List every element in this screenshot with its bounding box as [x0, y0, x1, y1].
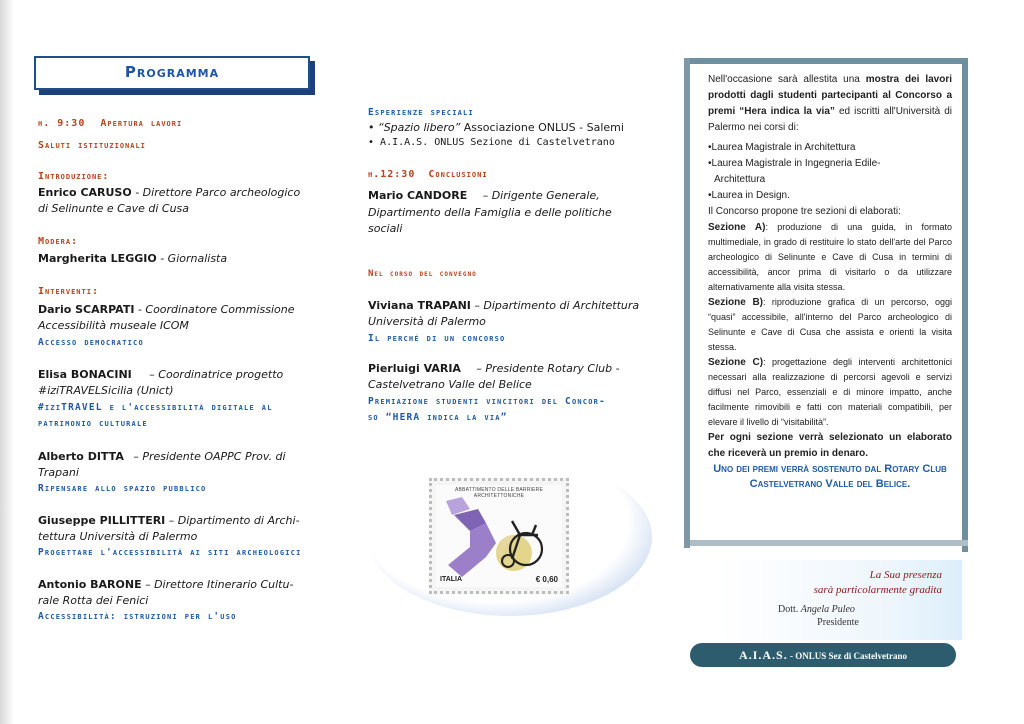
closing-role: – Dirigente Generale,	[482, 189, 600, 202]
sections-intro: Il Concorso propone tre sezioni di elaborati:	[708, 206, 901, 217]
intro-role: - Direttore Parco archeologico	[135, 186, 301, 199]
speaker-role: – Presidente OAPPC Prov. di	[133, 450, 286, 463]
special-1-title: “Spazio libero”	[378, 121, 461, 134]
speaker-role: - Coordinatore Commissione	[137, 303, 295, 316]
opening-label: Apertura lavori	[100, 118, 183, 129]
rotary-note: Uno dei premi verrà sostenuto dal Rotary Club Castelvetrano Valle del Belice.	[713, 463, 947, 490]
greetings-label: Saluti istituzionali	[38, 140, 146, 151]
section-b-text: : riproduzione grafica di un percorso, oggi “quasi” accessibile, all'interno del Parco archeologico di Selinunte e Cave di Cusa che assista e orienti la visita stessa.	[708, 297, 952, 352]
opening-time: h. 9:30	[38, 118, 86, 129]
closing-name: Mario CANDORE	[368, 189, 468, 202]
closing-label: Conclusioni	[428, 169, 488, 180]
trapani-topic: Il perché di un concorso	[368, 333, 506, 344]
wheelchair-illustration	[440, 495, 558, 587]
speaker-2	[38, 368, 283, 381]
intro-role-2: di Selinunte e Cave di Cusa	[38, 202, 190, 215]
program-title: Programma	[124, 63, 220, 81]
exhibition-highlight: mostra dei lavori prodotti dagli studenti partecipanti al Concorso a premi “Hera indica la via”	[708, 74, 953, 117]
section-a-text: : produzione di una guida, in formato multimediale, in grado di restituire lo stato dell'arte del Parco archeologico di Selinunte e Cave di Cusa in termini di accessibilità, ancor prima di visitarlo o da utilizzare alternativamente alla visita stessa.	[708, 222, 952, 292]
speaker-topic-2: patrimonio culturale	[38, 418, 148, 429]
section-c	[708, 355, 952, 430]
closing-time: h.12:30	[368, 169, 416, 180]
speaker-topic: #iziTRAVEL e l'accessibilità digitale al	[38, 402, 273, 413]
closing-speaker	[368, 189, 600, 202]
info-panel-text	[708, 72, 952, 492]
speaker-topic: Accesso democratico	[38, 337, 144, 348]
invitation-line-1: La Sua presenza	[869, 569, 942, 581]
speaker-name: Antonio BARONE	[38, 578, 142, 591]
closing-role-2: Dipartimento della Famiglia e delle politiche	[368, 206, 612, 219]
exhibition-outro: ed iscritti all'Università di Palermo nei corsi di:	[708, 106, 953, 133]
special-label: Esperienze speciali	[368, 107, 474, 118]
varia-role: – Presidente Rotary Club -	[476, 362, 620, 375]
speaker-1	[38, 303, 295, 316]
speaker-name: Alberto DITTA	[38, 450, 124, 463]
closing-role-3: sociali	[368, 222, 403, 235]
moderator-line	[38, 252, 227, 265]
special-item-2: • A.I.A.S. ONLUS Sezione di Castelvetrano	[368, 137, 615, 148]
section-a	[708, 220, 952, 295]
signature-name: Angela Puleo	[800, 604, 855, 615]
section-c-label: Sezione C)	[708, 357, 764, 368]
intro-name: Enrico CARUSO	[38, 186, 132, 199]
course-item: •Laurea Magistrale in Ingegneria Edile-	[708, 158, 881, 169]
speaker-4	[38, 514, 300, 527]
info-panel-left-bar	[684, 58, 690, 548]
special-1-rest: Associazione ONLUS - Salemi	[463, 121, 624, 134]
varia-topic-2: so “HERA indica la via”	[368, 412, 508, 423]
varia-speaker	[368, 362, 620, 375]
closing-line	[368, 169, 488, 180]
signature-prefix: Dott.	[778, 604, 799, 615]
intro-label: Introduzione:	[38, 171, 110, 182]
speaker-5	[38, 578, 293, 591]
speaker-topic: Ripensare allo spazio pubblico	[38, 483, 207, 494]
speeches-label: Interventi:	[38, 286, 99, 297]
course-item: •Laurea in Design.	[708, 190, 790, 201]
moderator-label: Modera:	[38, 236, 79, 247]
opening-line	[38, 118, 182, 129]
speaker-role: – Dipartimento di Archi-	[168, 514, 300, 527]
speaker-role: – Coordinatrice progetto	[149, 368, 284, 381]
speaker-3	[38, 450, 286, 463]
exhibition-paragraph	[708, 72, 952, 136]
info-panel-bottom-bar	[690, 540, 968, 546]
section-c-text: : progettazione degli interventi architettonici necessari alla realizzazione di percorsi agevoli e servizi diffusi nel Parco, essenziali e di minore impatto, anche facilmente rimovibili e fatti con materiali compatibili, per elevare il livello di “visitabilità”.	[708, 357, 952, 427]
speaker-role-2: rale Rotta dei Fenici	[38, 594, 149, 607]
page-fold-shadow	[0, 0, 14, 724]
stamp-country: ITALIA	[440, 576, 463, 583]
speaker-role-2: #iziTRAVELSicilia (Unict)	[38, 384, 174, 397]
varia-topic: Premiazione studenti vincitori del Concor-	[368, 396, 606, 407]
speaker-name: Elisa BONACINI	[38, 368, 132, 381]
prize-note: Per ogni sezione verrà selezionato un elaborato che riceverà un premio in denaro.	[708, 432, 952, 459]
moderator-name: Margherita LEGGIO	[38, 252, 157, 265]
varia-name: Pierluigi VARIA	[368, 362, 461, 375]
speaker-role-2: tettura Università di Palermo	[38, 530, 198, 543]
special-2-text: A.I.A.S. ONLUS Sezione di Castelvetrano	[380, 137, 615, 148]
course-item: •Laurea Magistrale in Architettura	[708, 142, 856, 153]
invitation-line-2: sarà particolarmente gradita	[813, 584, 942, 596]
speaker-topic: Accessibilità: istruzioni per l'uso	[38, 611, 237, 622]
intro-line-1	[38, 186, 300, 199]
varia-role-2: Castelvetrano Valle del Belice	[368, 378, 532, 391]
signature-line	[778, 604, 855, 615]
course-item: Architettura	[714, 174, 766, 185]
signature-title: Presidente	[817, 617, 859, 628]
during-label: Nel corso del convegno	[368, 269, 477, 279]
speaker-name: Giuseppe PILLITTERI	[38, 514, 166, 527]
trapani-speaker	[368, 299, 639, 312]
stamp-picture	[436, 485, 562, 587]
stamp-caption: ABBATTIMENTO DELLE BARRIERE ARCHITETTONICHE	[454, 487, 543, 499]
moderator-role: - Giornalista	[160, 252, 228, 265]
organization-footer-bar	[690, 643, 956, 667]
trapani-role-2: Università di Palermo	[368, 315, 486, 328]
speaker-topic: Progettare l'accessibilità ai siti archeologici	[38, 547, 302, 558]
postage-stamp	[429, 478, 569, 594]
trapani-name: Viviana TRAPANI	[368, 299, 471, 312]
speaker-role: – Direttore Itinerario Cultu-	[145, 578, 294, 591]
speaker-role-2: Trapani	[38, 466, 79, 479]
org-section: - ONLUS Sez di Castelvetrano	[787, 651, 907, 661]
invitation-box	[718, 560, 962, 640]
trapani-role: – Dipartimento di Architettura	[474, 299, 640, 312]
org-acronym: A.I.A.S.	[739, 648, 788, 662]
speaker-role-2: Accessibilità museale ICOM	[38, 319, 189, 332]
section-b-label: Sezione B)	[708, 297, 764, 308]
stamp-value: € 0,60	[535, 575, 558, 584]
special-item-1: • “Spazio libero” Associazione ONLUS - Salemi	[368, 121, 624, 134]
exhibition-intro: Nell'occasione sarà allestita una	[708, 74, 860, 85]
section-a-label: Sezione A)	[708, 222, 766, 233]
section-b	[708, 295, 952, 355]
program-title-box	[34, 56, 310, 90]
speaker-name: Dario SCARPATI	[38, 303, 135, 316]
